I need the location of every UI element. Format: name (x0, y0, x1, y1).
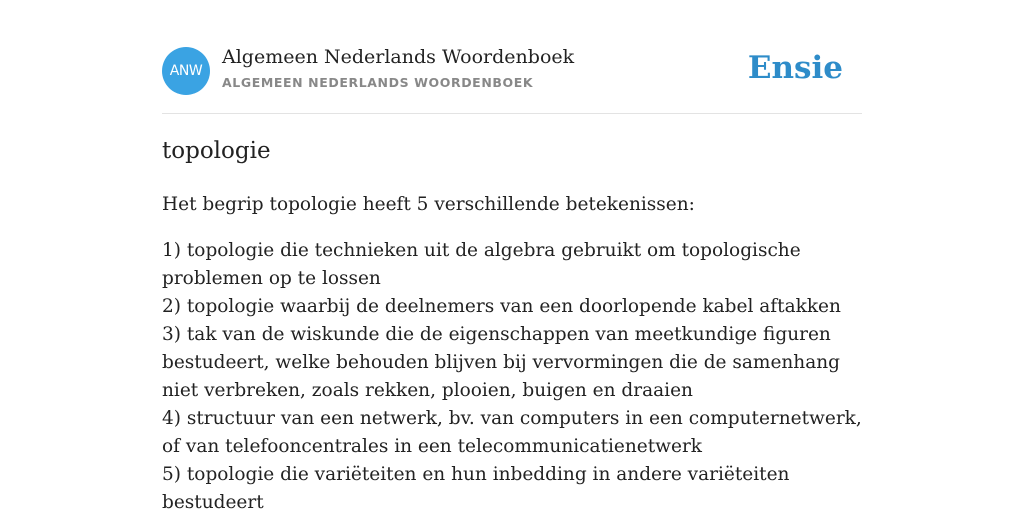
entry-term: topologie (162, 138, 271, 164)
definition-item-1: 1) topologie die technieken uit de algebra gebruikt om topologische problemen op te lossen (162, 240, 801, 289)
definition-item-4: 4) structuur van een netwerk, bv. van computers in een computernetwerk, of van telefooncentrales in een telecommunicatienetwerk (162, 408, 862, 457)
source-title[interactable]: Algemeen Nederlands Woordenboek (222, 46, 575, 68)
definition-item-5: 5) topologie die variëteiten en hun inbedding in andere variëteiten bestudeert (162, 464, 790, 513)
source-subtitle: ALGEMEEN NEDERLANDS WOORDENBOEK (222, 75, 534, 90)
source-logo[interactable]: ANW (162, 47, 210, 95)
definition-item-2: 2) topologie waarbij de deelnemers van een doorlopende kabel aftakken (162, 296, 841, 317)
definition-item-3: 3) tak van de wiskunde die de eigenschappen van meetkundige figuren bestudeert, welke behouden blijven bij vervormingen die de samenhang niet verbreken, zoals rekken, plooien, buigen en draaien (162, 324, 841, 401)
source-header (162, 46, 862, 96)
entry-intro: Het begrip topologie heeft 5 verschillende betekenissen: (162, 194, 695, 215)
header-divider (162, 113, 862, 114)
brand-logo[interactable]: Ensie (747, 50, 843, 86)
definition-list (162, 237, 862, 517)
